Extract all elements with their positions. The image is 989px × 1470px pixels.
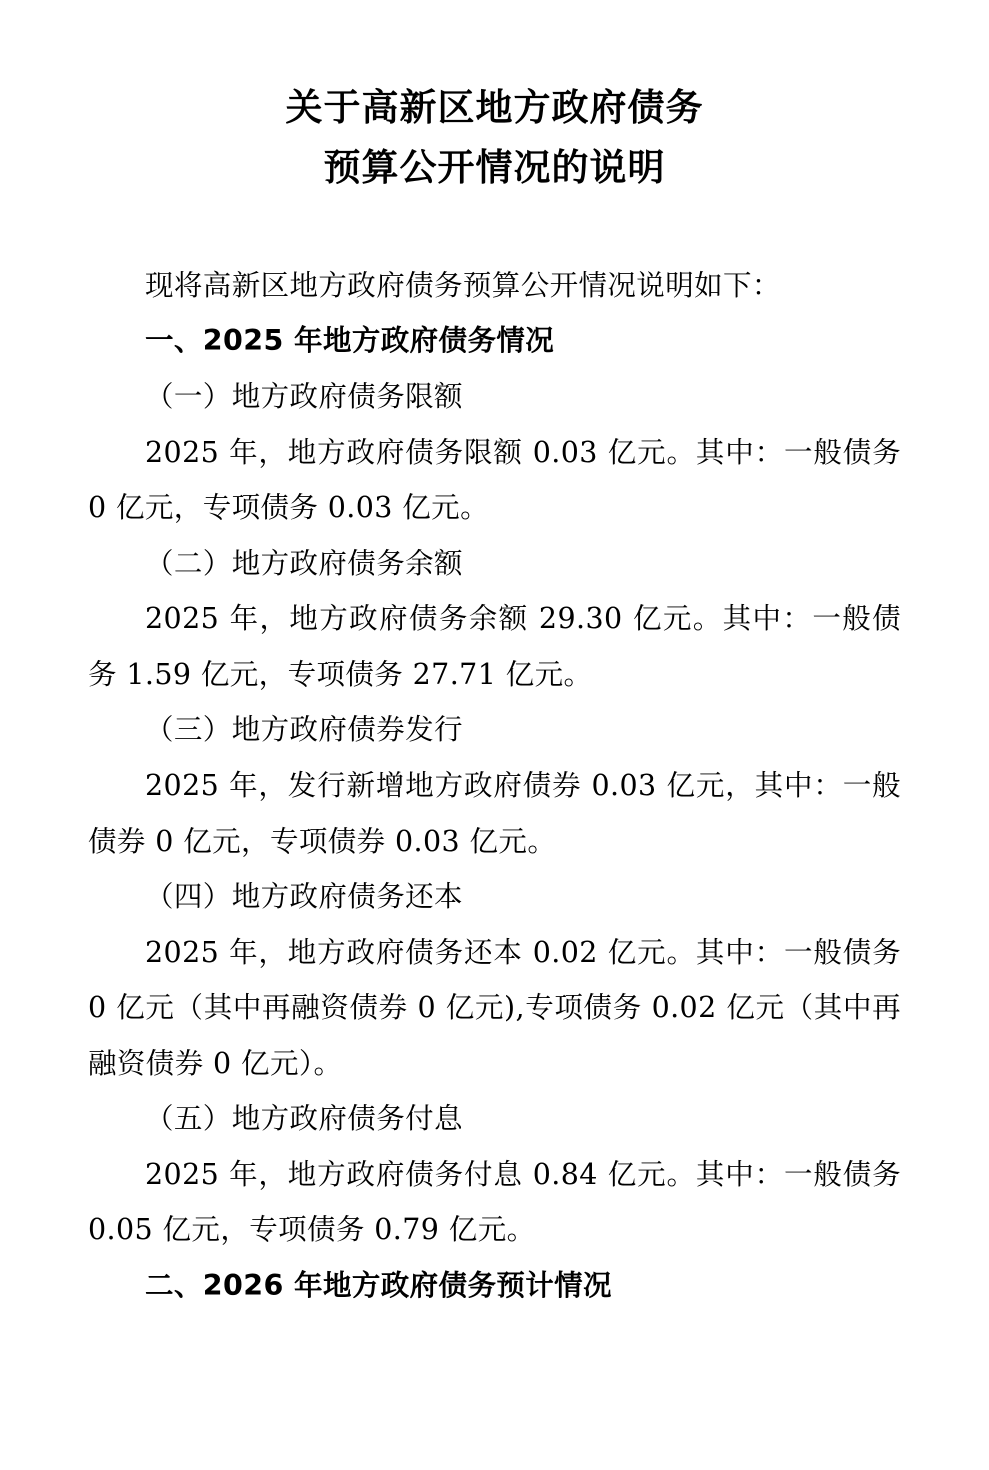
subsection-heading-1-4: （四）地方政府债务还本 <box>145 880 463 914</box>
subsection-heading-1-5: （五）地方政府债务付息 <box>145 1102 463 1136</box>
paragraph-debt-balance: 2025 年，地方政府债务余额 29.30 亿元。其中：一般债务 1.59 亿元，专项债务 27.71 亿元。 <box>88 602 901 691</box>
paragraph-interest-payment: 2025 年，地方政府债务付息 0.84 亿元。其中：一般债务 0.05 亿元，专项债务 0.79 亿元。 <box>88 1157 901 1247</box>
subsection-heading-1-3: （三）地方政府债券发行 <box>145 713 463 747</box>
paragraph-bond-issuance: 2025 年，发行新增地方政府债券 0.03 亿元，其中：一般债券 0 亿元，专项债券 0.03 亿元。 <box>88 768 901 858</box>
paragraph-intro: 现将高新区地方政府债务预算公开情况说明如下： <box>145 268 781 302</box>
page-title <box>88 78 901 198</box>
subsection-heading-1-2: （二）地方政府债务余额 <box>145 546 463 580</box>
section-heading-2: 二、2026 年地方政府债务预计情况 <box>145 1269 612 1302</box>
page-title-line-1: 关于高新区地方政府债务 <box>285 86 704 129</box>
paragraph-debt-limit: 2025 年，地方政府债务限额 0.03 亿元。其中：一般债务 0 亿元，专项债务 0.03 亿元。 <box>88 435 901 525</box>
page-title-line-2: 预算公开情况的说明 <box>323 145 666 189</box>
paragraph-principal-repayment: 2025 年，地方政府债务还本 0.02 亿元。其中：一般债务 0 亿元（其中再融资债券 0 亿元),专项债务 0.02 亿元（其中再融资债券 0 亿元）。 <box>88 935 901 1080</box>
subsection-heading-1-1: （一）地方政府债务限额 <box>145 380 463 413</box>
section-heading-1: 一、2025 年地方政府债务情况 <box>145 324 555 358</box>
document-body <box>88 258 901 1314</box>
